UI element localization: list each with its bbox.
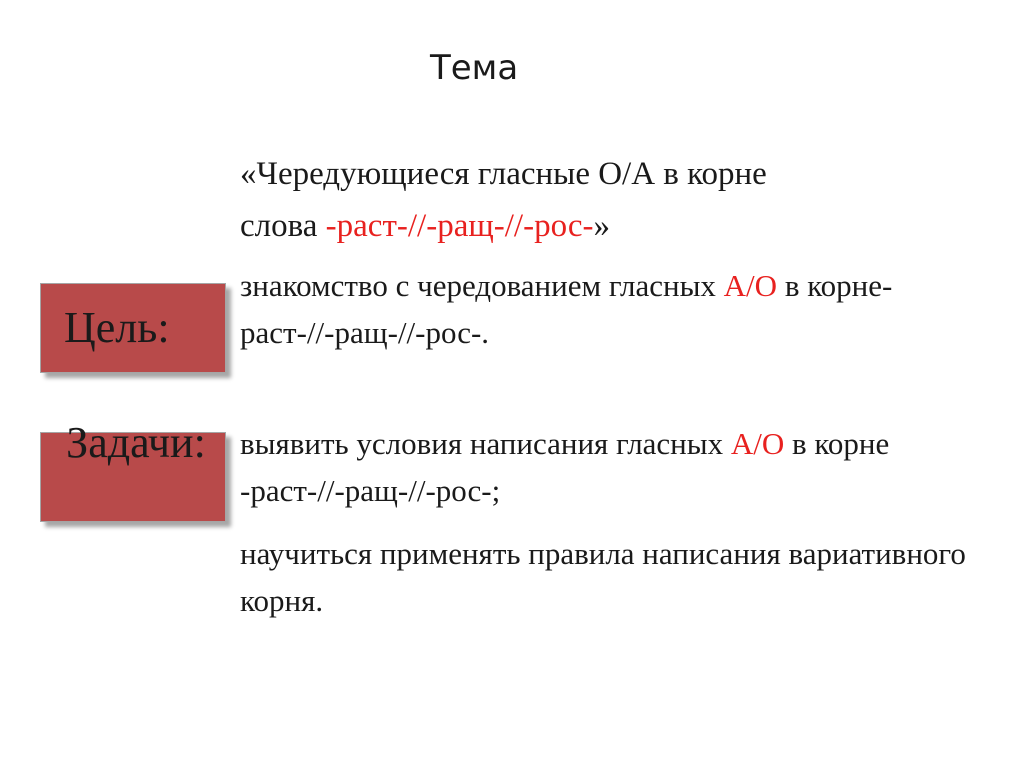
tasks-label: Задачи:	[66, 418, 206, 467]
task1-text-after: в корне -раст-//-ращ-//-рос-;	[240, 426, 890, 508]
slide-title: Тема	[430, 48, 519, 88]
task1-letters: А/О	[730, 426, 785, 461]
goal-text-before: знакомство с чередованием гласных	[240, 268, 724, 303]
task-item-1	[240, 420, 980, 514]
goal-letters: А/О	[723, 268, 778, 303]
topic-root: -раст-//-ращ-//-рос-	[325, 208, 594, 244]
task1-text-before: выявить условия написания гласных	[240, 426, 731, 461]
goal-label: Цель:	[64, 303, 170, 352]
topic-part2: »	[593, 208, 611, 244]
goal-text-after: в корне-раст-//-ращ-//-рос-.	[240, 268, 893, 350]
task-item-2: научиться применять правила написания вариативного корня.	[240, 536, 966, 618]
topic-text	[240, 148, 840, 252]
topic-part1: «Чередующиеся гласные О/А в корне слова	[240, 156, 767, 244]
goal-text	[240, 262, 980, 356]
